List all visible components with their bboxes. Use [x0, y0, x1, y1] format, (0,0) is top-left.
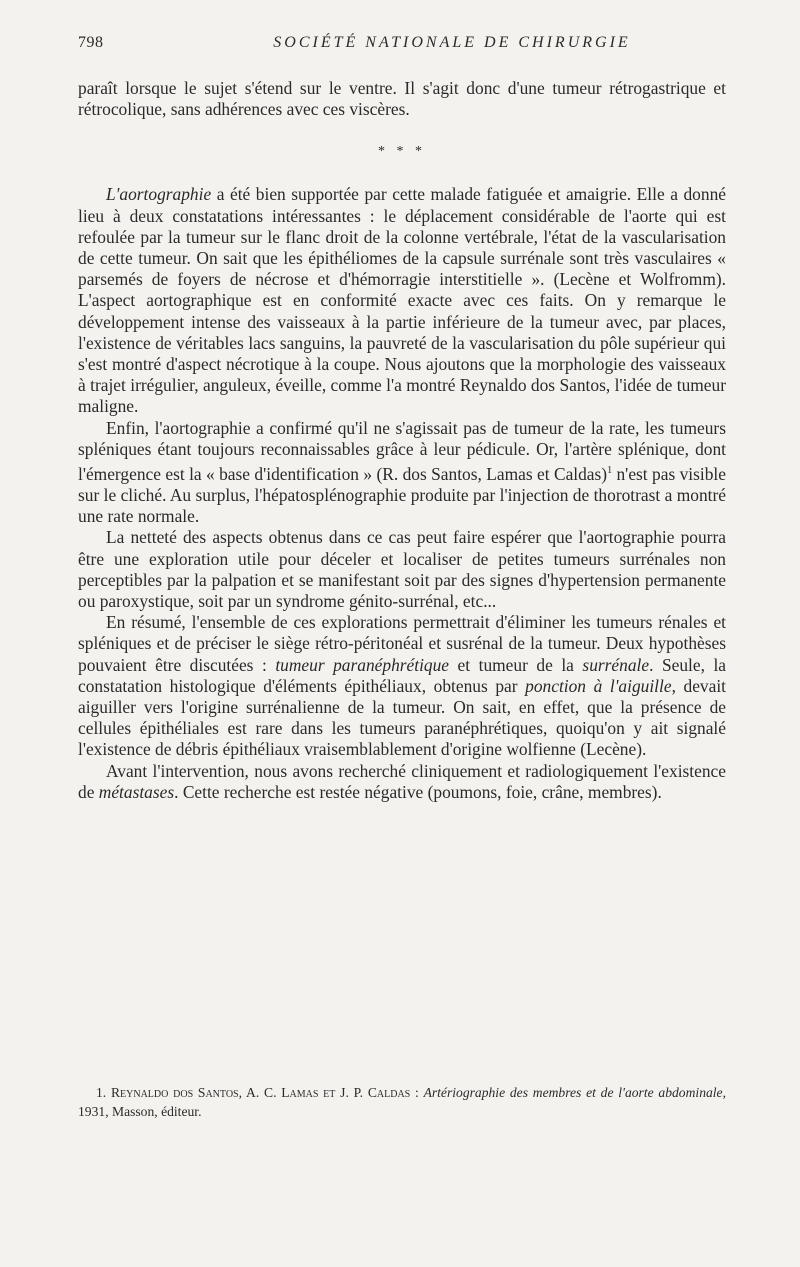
page-header [78, 34, 726, 58]
paragraph-aortography-text: a été bien supportée par cette malade fatiguée et amaigrie. Elle a donné lieu à deux constatations intéressantes : le déplacement considérable de l'aorte qui est refoulée par la tumeur sur le flanc droit de la colonne vertébrale, l'état de la vascularisation de cette tumeur. On sait que les épithéliomes de la capsule surrénale sont très vasculaires « parsemés de foyers de nécrose et d'hémorragie interstitielle ». (Lecène et Wolfromm). L'aspect aortographique est en conformité exacte avec ces faits. On y remarque le développement intense des vaisseaux à la partie inférieure de la tumeur avec, par places, l'existence de véritables lacs sanguins, la pauvreté de la vascularisation du pôle supérieur qui s'est montré d'aspect nécrotique à la coupe. Nous ajoutons que la morphologie des vaisseaux à trajet irrégulier, anguleux, éveille, comme l'a montré Reynaldo dos Santos, l'idée de tumeur maligne. [78, 184, 726, 417]
footnote [78, 1083, 726, 1121]
term-paranephretic: tumeur paranéphrétique [275, 654, 450, 675]
footnote-reference: 1 [607, 465, 613, 477]
paragraph-spleen-text-a: Enfin, l'aortographie a confirmé qu'il ne s'agissait pas de tumeur de la rate, les tumeurs spléniques étant toujours reconnaissables grâce à leur pédicule. Or, l'artère splénique, dont l'émergence est la « base d'identification » (R. dos Santos, Lamas et Caldas) [78, 417, 726, 484]
paragraph-spleen [78, 418, 726, 528]
summary-text-d: , devait aiguiller vers l'origine surrénalienne de la tumeur. On sait, en effet, que la présence de cellules épithéliales est rare dans les tumeurs paranéphrétiques, quoiqu'on y ait signalé l'existence de débris épithéliaux vraisemblablement d'origine wolfienne (Lecène). [78, 675, 726, 760]
paragraph-1: paraît lorsque le sujet s'étend sur le ventre. Il s'agit donc d'une tumeur rétrogastrique et rétrocolique, sans adhérences avec ces viscères. [78, 78, 726, 120]
running-head: SOCIÉTÉ NATIONALE DE CHIRURGIE [273, 34, 631, 51]
metastases-text-a: Avant l'intervention, nous avons recherché cliniquement et radiologiquement l'existence de [78, 760, 726, 802]
metastases-text-b: . Cette recherche est restée négative (poumons, foie, crâne, membres). [174, 781, 662, 802]
term-surrenale: surrénale [582, 654, 650, 675]
paragraph-aortography [78, 184, 726, 417]
summary-text-c: . Seule, la constatation histologique d'éléments épithéliaux, obtenus par [78, 654, 727, 696]
footnote-publisher: , 1931, Masson, éditeur. [78, 1085, 727, 1119]
footnote-title: Artériographie des membres et de l'aorte abdominale [423, 1085, 723, 1100]
summary-text-b: et tumeur de la [449, 654, 583, 675]
body-text [78, 78, 726, 803]
term-aortography: L'aortographie [106, 184, 212, 205]
asterism-divider: * * * [378, 144, 426, 160]
page-number: 798 [78, 34, 104, 51]
paragraph-clarity: La netteté des aspects obtenus dans ce cas peut faire espérer que l'aortographie pourra être une exploration utile pour déceler et localiser de petites tumeurs surrénales non perceptibles par la palpation et se manifestant soit par des signes d'hypertension permanente ou paroxystique, soit par un syndrome génito-surrénal, etc... [78, 527, 726, 612]
paragraph-summary [78, 612, 726, 760]
term-metastases: métastases [98, 781, 175, 802]
term-needle-puncture: ponction à l'aiguille [525, 675, 672, 696]
footnote-marker: 1. [96, 1085, 111, 1100]
footnote-separator: : [410, 1085, 424, 1100]
summary-text-a: En résumé, l'ensemble de ces explorations permettrait d'éliminer les tumeurs rénales et spléniques et de préciser le siège rétro-péritonéal et susrénal de la tumeur. Deux hypothèses pouvaient être discutées : [78, 612, 726, 675]
paragraph-metastases [78, 761, 726, 803]
footnote-authors: Reynaldo dos Santos, A. C. Lamas et J. P. Caldas [110, 1085, 411, 1100]
paragraph-spleen-text-b: n'est pas visible sur le cliché. Au surplus, l'hépatosplénographie produite par l'injection de thorotrast a montré une rate normale. [78, 463, 726, 527]
